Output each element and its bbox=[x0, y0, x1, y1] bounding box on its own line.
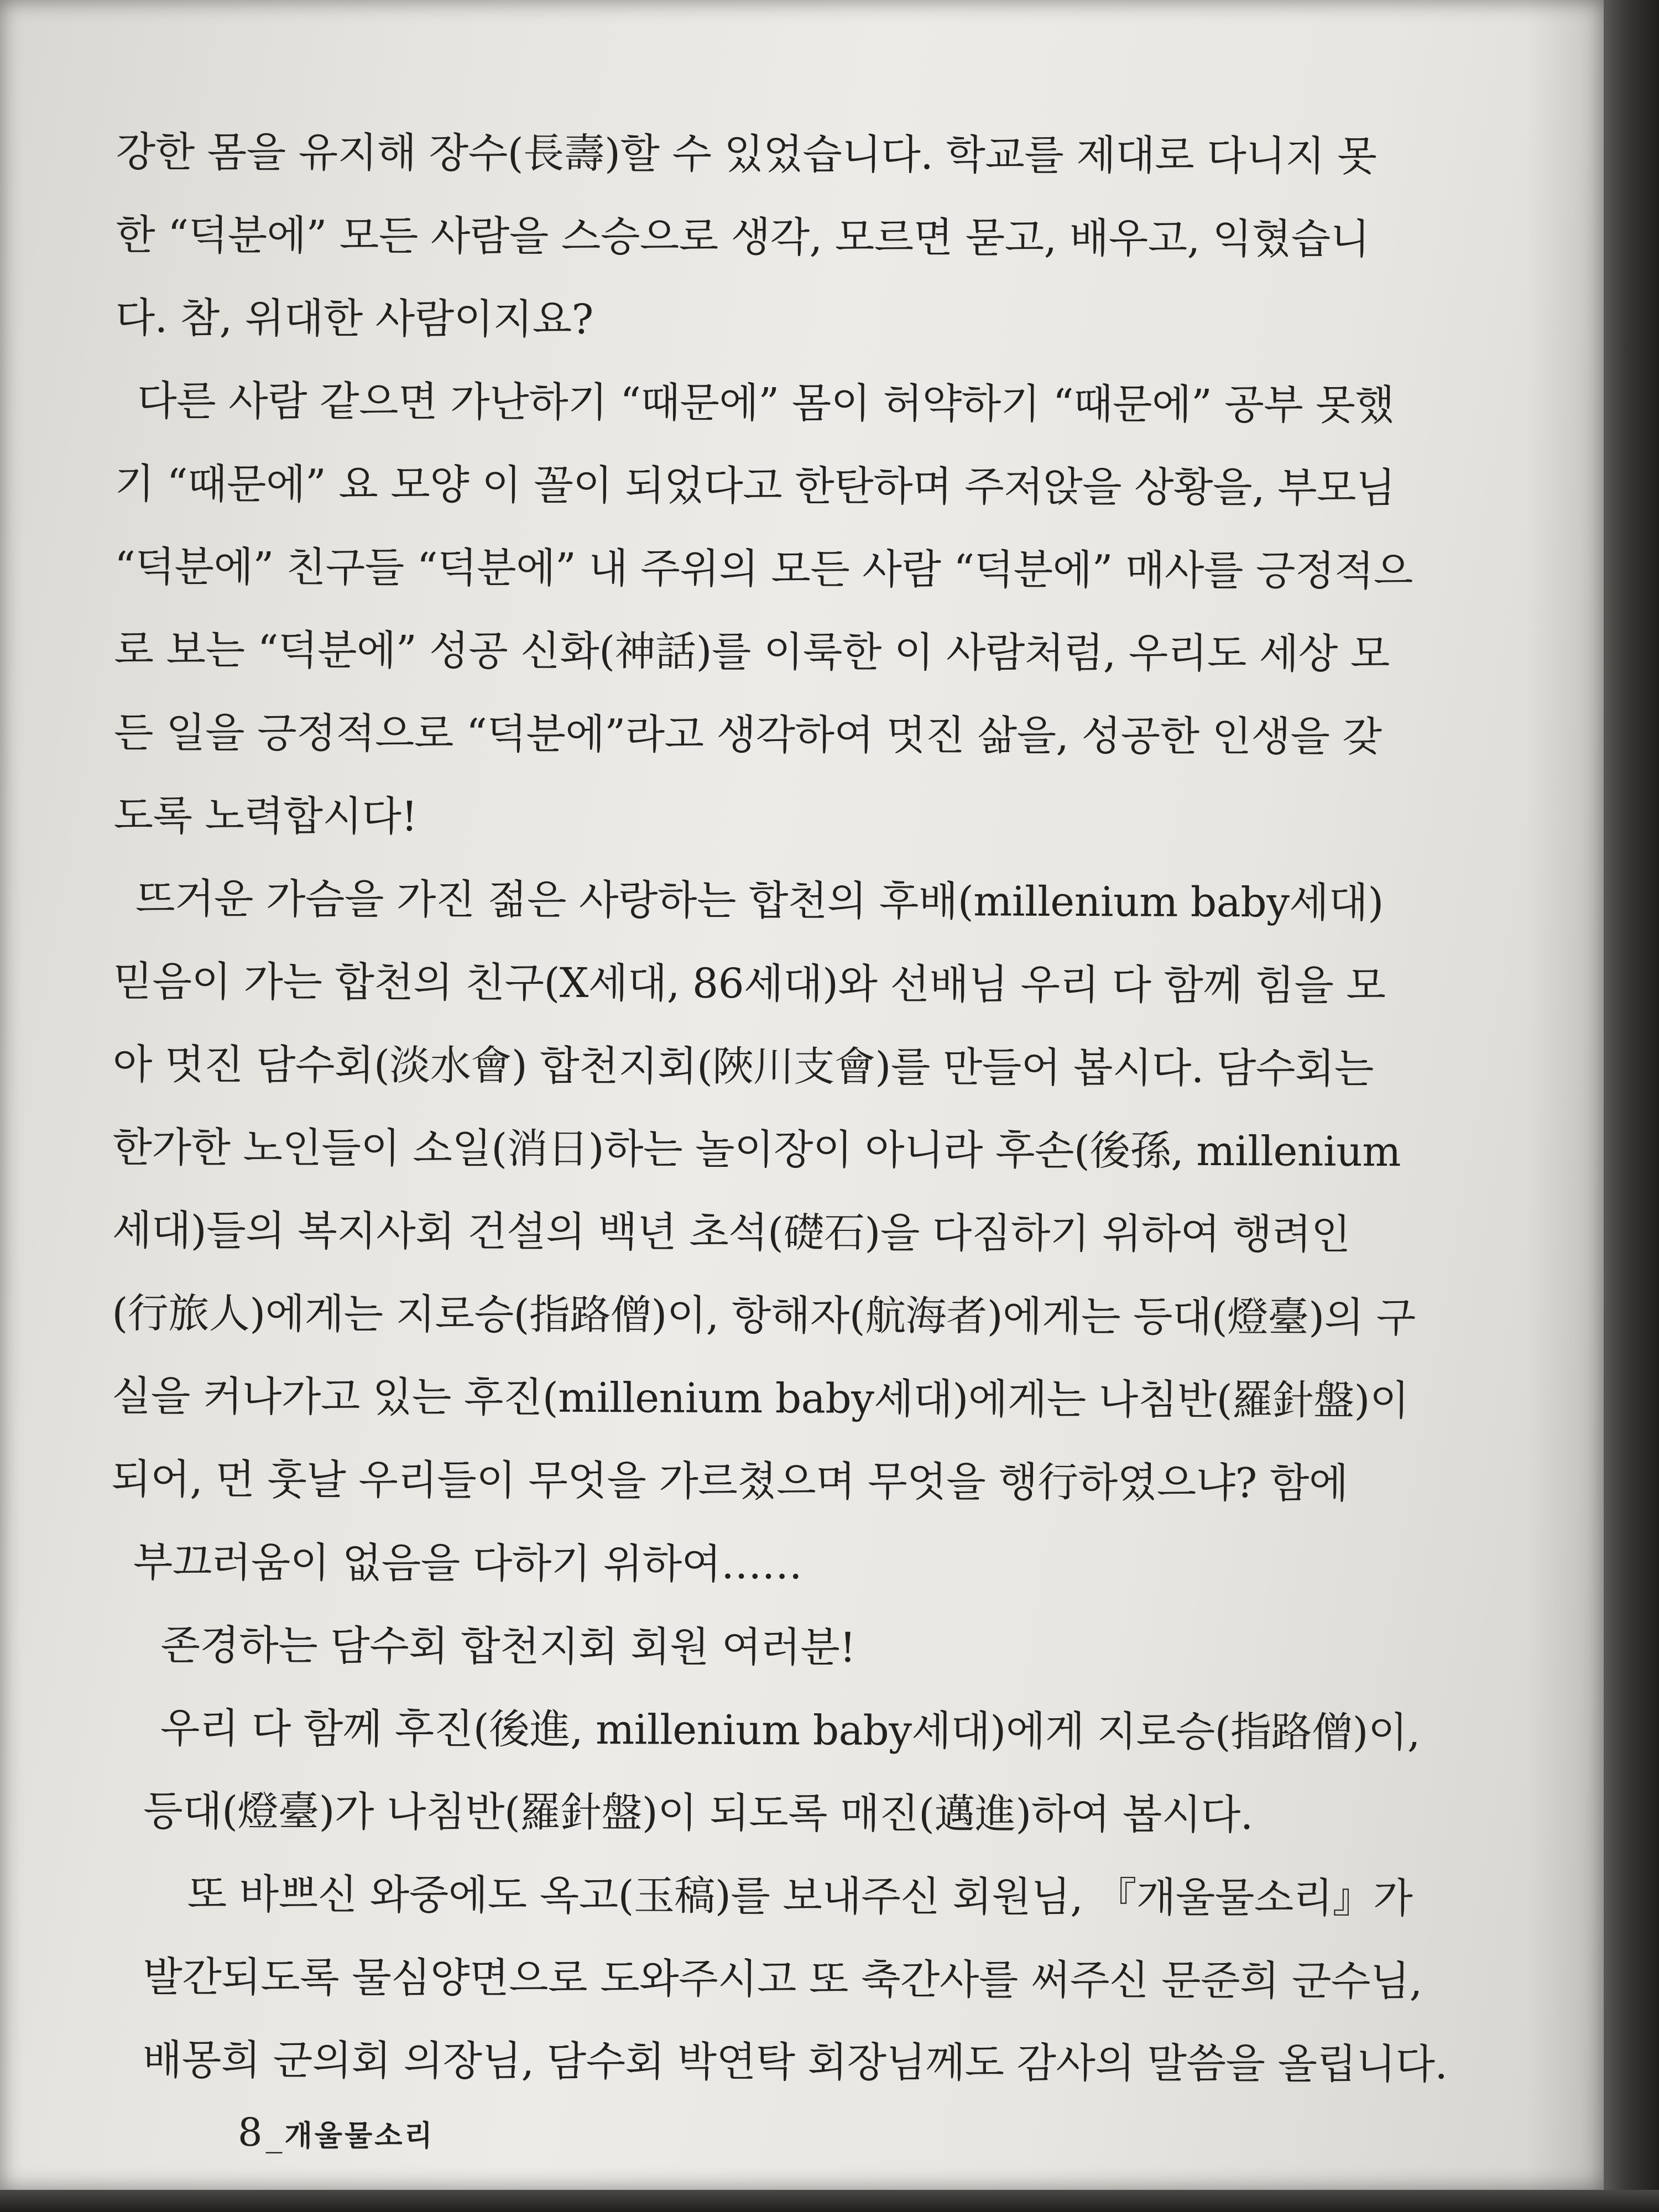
text-line: 실을 커나가고 있는 후진(millenium baby세대)에게는 나침반(羅針盤)이 bbox=[111, 1372, 1410, 1425]
text-line: 로 보는 “덕분에” 성공 신화(神話)를 이룩한 이 사람처럼, 우리도 세상 모 bbox=[114, 625, 1390, 679]
text-line: 한 “덕분에” 모든 사람을 스승으로 생각, 모르면 묻고, 배우고, 익혔습니 bbox=[116, 211, 1370, 263]
text-line: 아 멋진 담수회(淡水會) 합천지회(陜川支會)를 만들어 봅시다. 담수회는 bbox=[112, 1040, 1374, 1093]
text-line: 믿음이 가는 합천의 친구(X세대, 86세대)와 선배님 우리 다 함께 힘을 모 bbox=[113, 957, 1386, 1010]
text-line: 도록 노력합시다! bbox=[113, 791, 418, 841]
text-line: 부끄러움이 없음을 다하기 위하여…… bbox=[133, 1538, 802, 1589]
book-spine bbox=[1604, 0, 1659, 2212]
body-text bbox=[109, 111, 1482, 2106]
text-line: 기 “때문에” 요 모양 이 꼴이 되었다고 한탄하며 주저앉을 상황을, 부모님 bbox=[114, 460, 1396, 513]
text-line: (行旅人)에게는 지로승(指路僧)이, 항해자(航海者)에게는 등대(燈臺)의 구 bbox=[112, 1289, 1416, 1342]
text-line: 배몽희 군의회 의장님, 담수회 박연탁 회장님께도 감사의 말씀을 올립니다. bbox=[142, 2036, 1448, 2089]
text-line: 다른 사람 같으면 가난하기 “때문에” 몸이 허약하기 “때문에” 공부 못했 bbox=[137, 377, 1395, 430]
text-line: 또 바쁘신 와중에도 옥고(玉稿)를 보내주신 회원님, 『개울물소리』가 bbox=[187, 1870, 1413, 1923]
text-line: 존경하는 담수회 합천지회 회원 여러분! bbox=[160, 1621, 856, 1672]
magazine-title: 개울물소리 bbox=[284, 2119, 435, 2153]
footer-separator: _ bbox=[265, 2115, 283, 2154]
text-line: 한가한 노인들이 소일(消日)하는 놀이장이 아니라 후손(後孫, millenium bbox=[112, 1123, 1401, 1176]
page-shadow bbox=[1526, 0, 1604, 2190]
text-line: 되어, 먼 훗날 우리들이 무엇을 가르쳤으며 무엇을 행行하였으냐? 함에 bbox=[111, 1455, 1348, 1507]
page-footer bbox=[238, 2110, 435, 2155]
page-bottom-edge bbox=[0, 2190, 1659, 2212]
text-line: 세대)들의 복지사회 건설의 백년 초석(礎石)을 다짐하기 위하여 행려인 bbox=[112, 1206, 1350, 1259]
text-line: 우리 다 함께 후진(後進, millenium baby세대)에게 지로승(指路僧)이, bbox=[160, 1704, 1421, 1757]
text-line: “덕분에” 친구들 “덕분에” 내 주위의 모든 사람 “덕분에” 매사를 긍정적으 bbox=[114, 542, 1413, 596]
text-line: 강한 몸을 유지해 장수(長壽)할 수 있었습니다. 학교를 제대로 다니지 못 bbox=[116, 128, 1377, 180]
page-number: 8 bbox=[238, 2110, 263, 2155]
text-line: 발간되도록 물심양면으로 도와주시고 또 축간사를 써주신 문준희 군수님, bbox=[143, 1953, 1423, 2006]
text-line: 등대(燈臺)가 나침반(羅針盤)이 되도록 매진(邁進)하여 봅시다. bbox=[143, 1787, 1253, 1839]
text-line: 든 일을 긍정적으로 “덕분에”라고 생각하여 멋진 삶을, 성공한 인생을 갖 bbox=[113, 708, 1382, 761]
text-line: 뜨거운 가슴을 가진 젊은 사랑하는 합천의 후배(millenium baby세대) bbox=[135, 875, 1384, 927]
text-line: 다. 참, 위대한 사람이지요? bbox=[115, 294, 593, 344]
